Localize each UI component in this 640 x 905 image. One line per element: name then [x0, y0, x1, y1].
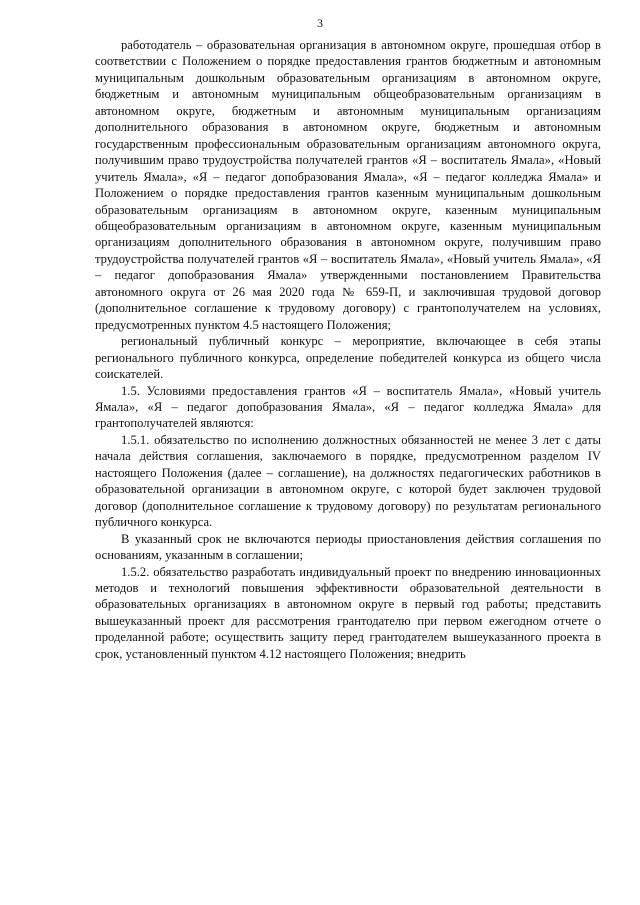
- paragraph-contest-definition: региональный публичный конкурс – мероприятие, включающее в себя этапы регионального публичного конкурса, определение победителей конкурса из общего числа соискателей.: [95, 334, 601, 382]
- page-number: 3: [317, 16, 323, 30]
- paragraph-grant-conditions: 1.5. Условиями предоставления грантов «Я – воспитатель Ямала», «Новый учитель Ямала», «Я – педагог допобразования Ямала», «Я – педагог колледжа Ямала» для грантополучателей являются:: [95, 383, 601, 431]
- paragraph-condition-1-5-2: 1.5.2. обязательство разработать индивидуальный проект по внедрению инновационных методов и технологий повышения эффективности образовательной деятельности в образовательных организациях в автономном округе в первый год работы; представить вышеуказанный проект для рассмотрения грантодателю при первом ежегодном отчете о проделанной работе; осуществить защиту перед грантодателем вышеуказанного проекта в срок, установленный пунктом 4.12 настоящего Положения; внедрить: [95, 564, 601, 661]
- paragraph-employer-definition: работодатель – образовательная организация в автономном округе, прошедшая отбор в соответствии с Положением о порядке предоставления грантов бюджетным и автономным муниципальным дошкольным образовательным организациям в автономном округе, бюджетным и автономным муниципальным общеобразовательным организациям в автономном округе, бюджетным и автономным муниципальным организациям дополнительного образования в автономном округе, бюджетным и автономным государственным профессиональным образовательным организациям автономного округа, получившим право трудоустройства получателей грантов «Я – воспитатель Ямала», «Новый учитель Ямала», «Я – педагог допобразования Ямала», «Я – педагог колледжа Ямала» и Положением о порядке предоставления грантов казенным муниципальным дошкольным образовательным организациям в автономном округе, казенным муниципальным общеобразовательным организациям в автономном округе, казенным муниципальным организациям дополнительного образования в автономном округе, получившим право трудоустройства получателей грантов «Я – воспитатель Ямала», «Новый учитель Ямала», «Я – педагог допобразования Ямала» утвержденными постановлением Правительства автономного округа от 26 мая 2020 года № 659-П, и заключившая трудовой договор (дополнительное соглашение к трудовому договору) с грантополучателем на условиях, предусмотренных пунктом 4.5 настоящего Положения;: [95, 38, 601, 332]
- paragraph-suspension-note: В указанный срок не включаются периоды приостановления действия соглашения по основаниям, указанным в соглашении;: [95, 531, 601, 563]
- document-body: [95, 37, 601, 662]
- paragraph-condition-1-5-1: 1.5.1. обязательство по исполнению должностных обязанностей не менее 3 лет с даты начала действия соглашения, заключаемого в порядке, предусмотренном разделом IV настоящего Положения (далее – соглашение), на должностях педагогических работников в образовательной организации в автономном округе, с которой будет заключен трудовой договор (дополнительное соглашение к трудовому договору) по результатам регионального публичного конкурса.: [95, 432, 601, 530]
